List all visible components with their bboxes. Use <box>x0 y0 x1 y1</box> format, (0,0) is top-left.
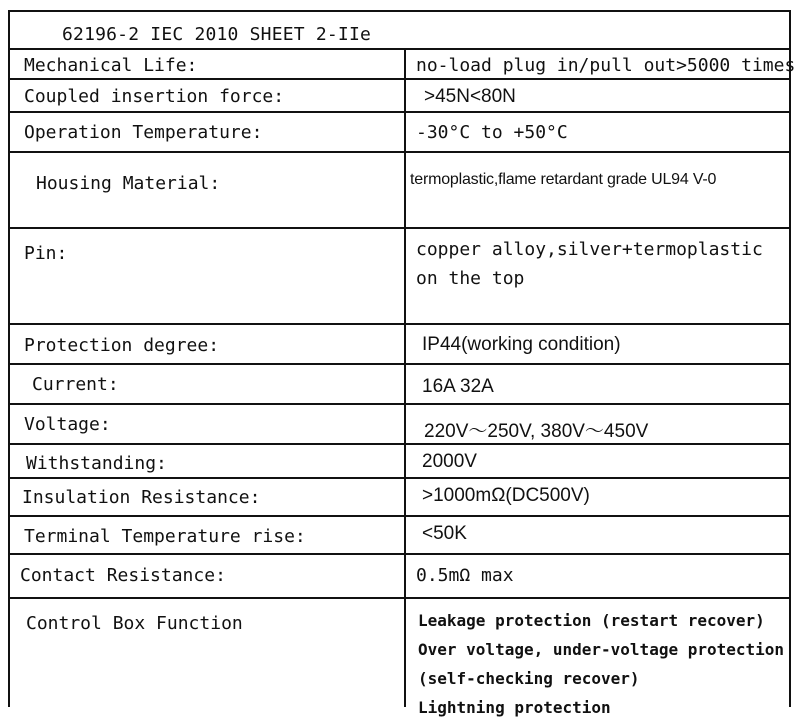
spec-value: >45N<80N <box>424 86 516 107</box>
spec-label: Control Box Function <box>26 613 243 634</box>
spec-label: Insulation Resistance: <box>22 487 261 508</box>
spec-value: 0.5mΩ max <box>416 565 514 586</box>
spec-value: >1000mΩ(DC500V) <box>422 485 590 506</box>
spec-label: Coupled insertion force: <box>24 86 285 107</box>
spec-value-line: copper alloy,silver+termoplastic <box>416 239 763 260</box>
spec-value: 220V～250V, 380V～450V <box>424 421 649 442</box>
spec-value: termoplastic,flame retardant grade UL94 V-0 <box>410 171 717 188</box>
spec-label: Housing Material: <box>36 173 221 194</box>
spec-label: Operation Temperature: <box>24 122 263 143</box>
spec-value-lines <box>418 606 784 722</box>
sheet-title: 62196-2 IEC 2010 SHEET 2-IIe <box>62 24 372 45</box>
spec-row-terminal-temperature-rise <box>10 517 789 555</box>
spec-value: -30°C to +50°C <box>416 122 568 143</box>
spec-row-protection-degree <box>10 325 789 365</box>
spec-value: IP44(working condition) <box>422 334 621 355</box>
spec-row-operation-temperature <box>10 113 789 153</box>
spec-row-pin <box>10 229 789 325</box>
spec-row-contact-resistance <box>10 555 789 599</box>
spec-row-insertion-force <box>10 80 789 113</box>
spec-row-mechanical-life <box>10 50 796 80</box>
spec-value: 16A 32A <box>422 376 494 397</box>
spec-value-lines <box>416 235 763 293</box>
spec-row-insulation-resistance <box>10 479 789 517</box>
spec-value-line: Leakage protection (restart recover) <box>418 611 765 630</box>
spec-row-withstanding <box>10 445 789 479</box>
spec-label: Mechanical Life: <box>24 55 198 76</box>
spec-value: 2000V <box>422 451 477 472</box>
spec-sheet <box>8 10 796 717</box>
spec-label: Contact Resistance: <box>20 565 226 586</box>
spec-label: Current: <box>32 374 119 395</box>
spec-value: <50K <box>422 523 467 544</box>
spec-row-control-box-function <box>10 599 789 717</box>
spec-label: Protection degree: <box>24 335 220 356</box>
sheet-title-row <box>10 12 789 50</box>
spec-value: no-load plug in/pull out>5000 times <box>416 55 796 76</box>
spec-value-line: Over voltage, under-voltage protection <box>418 640 785 659</box>
spec-label: Withstanding: <box>26 453 167 474</box>
spec-label: Pin: <box>24 243 68 264</box>
spec-value-line: Lightning protection <box>418 698 611 717</box>
spec-row-voltage <box>10 405 789 445</box>
spec-label: Voltage: <box>24 414 111 435</box>
spec-row-housing-material <box>10 153 789 229</box>
spec-label: Terminal Temperature rise: <box>24 526 306 547</box>
spec-row-current <box>10 365 789 405</box>
spec-value-line: (self-checking recover) <box>418 669 640 688</box>
spec-value-line: on the top <box>416 268 525 289</box>
